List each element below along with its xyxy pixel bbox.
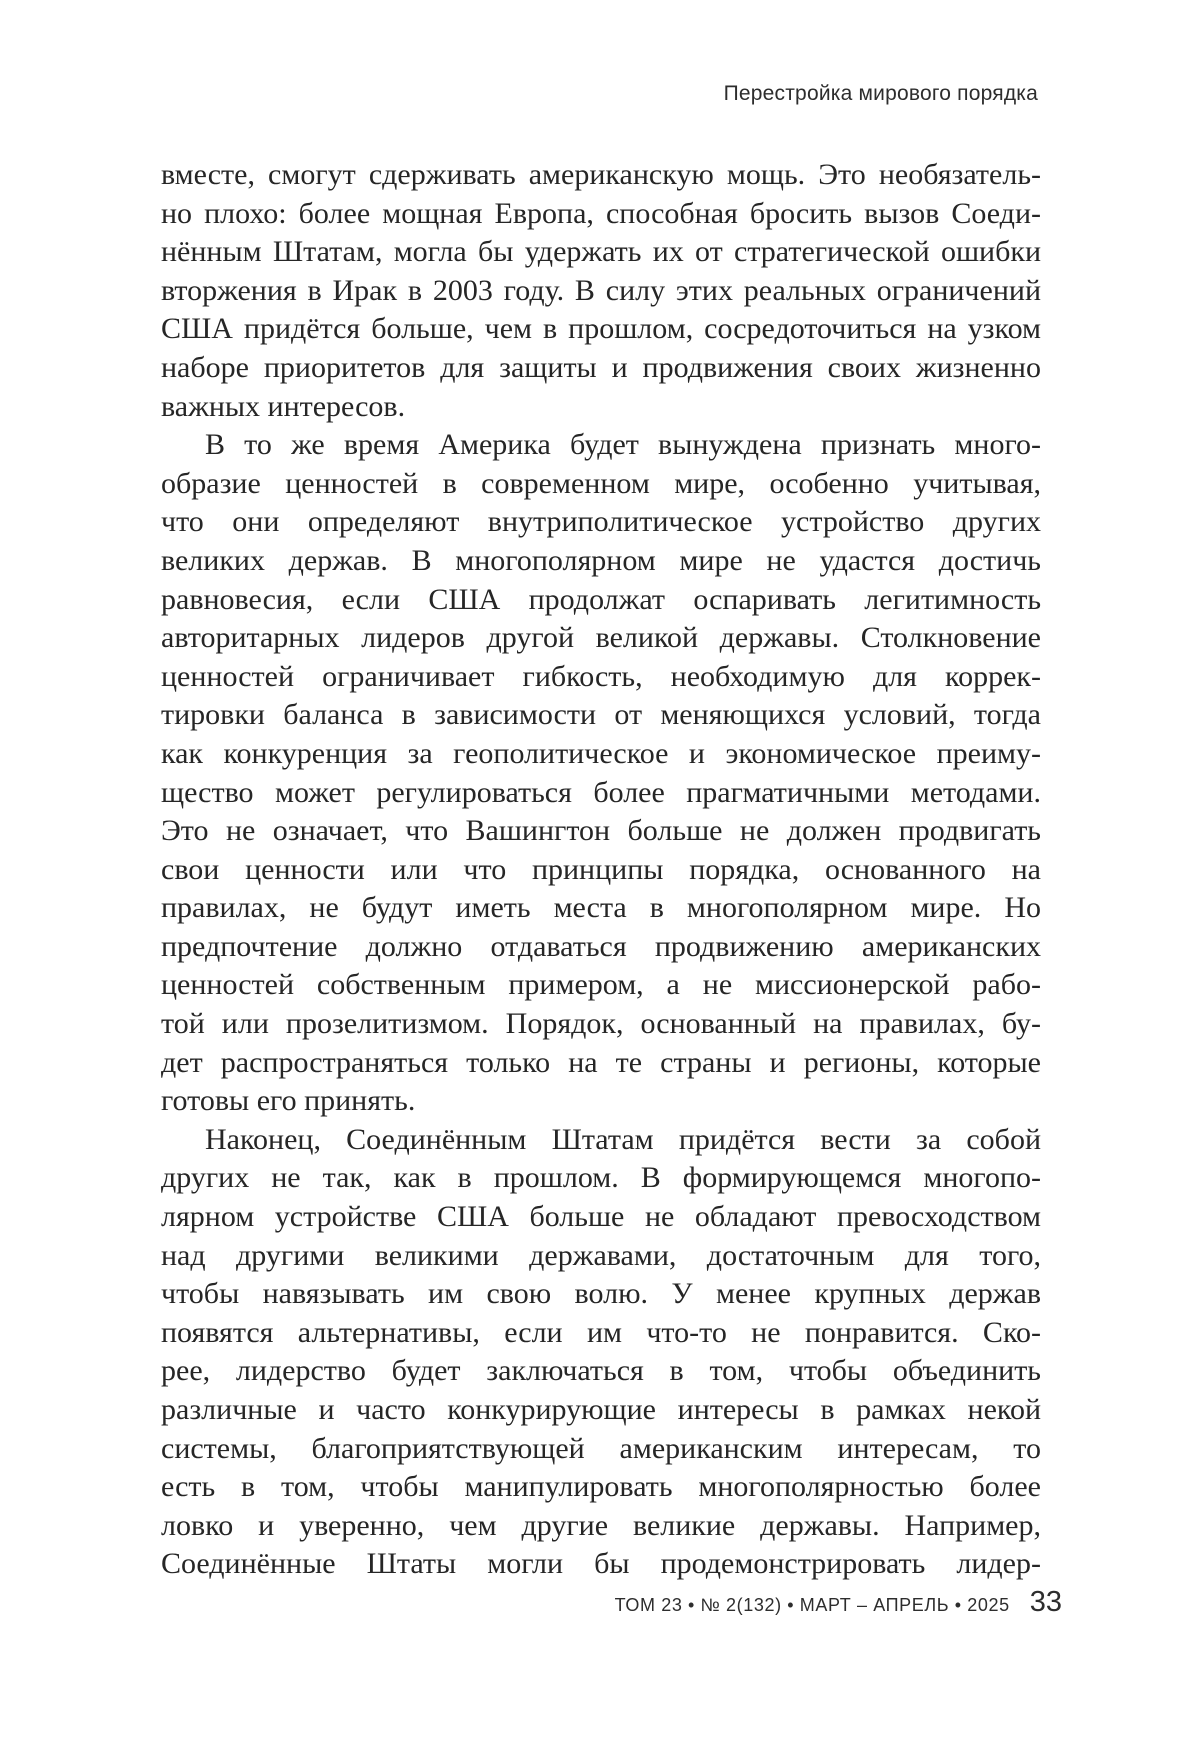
journal-issue-info: ТОМ 23 • № 2(132) • МАРТ – АПРЕЛЬ • 2025	[615, 1595, 1010, 1616]
text-line: ценностей ограничивает гибкость, необходимую для коррек-	[161, 658, 1041, 697]
text-line: системы, благоприятствующей американским интересам, то	[161, 1430, 1041, 1469]
text-line: чтобы навязывать им свою волю. У менее крупных держав	[161, 1275, 1041, 1314]
running-header-title: Перестройка мирового порядка	[724, 82, 1038, 106]
document-page	[0, 0, 1200, 1747]
text-line: но плохо: более мощная Европа, способная бросить вызов Соеди-	[161, 195, 1041, 234]
text-line: нённым Штатам, могла бы удержать их от стратегической ошибки	[161, 233, 1041, 272]
text-line: ценностей собственным примером, а не миссионерской рабо-	[161, 966, 1041, 1005]
text-line: вторжения в Ирак в 2003 году. В силу этих реальных ограничений	[161, 272, 1041, 311]
text-line: щество может регулироваться более прагматичными методами.	[161, 774, 1041, 813]
text-line: предпочтение должно отдаваться продвижению американских	[161, 928, 1041, 967]
text-line: свои ценности или что принципы порядка, основанного на	[161, 851, 1041, 890]
text-line: наборе приоритетов для защиты и продвижения своих жизненно	[161, 349, 1041, 388]
text-line: различные и часто конкурирующие интересы в рамках некой	[161, 1391, 1041, 1430]
text-line: есть в том, чтобы манипулировать многополярностью более	[161, 1468, 1041, 1507]
text-line: образие ценностей в современном мире, особенно учитывая,	[161, 465, 1041, 504]
text-line: В то же время Америка будет вынуждена признать много-	[161, 426, 1041, 465]
text-line: готовы его принять.	[161, 1082, 1041, 1121]
page-footer	[615, 1586, 1062, 1619]
text-line: авторитарных лидеров другой великой державы. Столкновение	[161, 619, 1041, 658]
text-line: правилах, не будут иметь места в многополярном мире. Но	[161, 889, 1041, 928]
text-line: лярном устройстве США больше не обладают превосходством	[161, 1198, 1041, 1237]
text-line: той или прозелитизмом. Порядок, основанный на правилах, бу-	[161, 1005, 1041, 1044]
text-line: Наконец, Соединённым Штатам придётся вести за собой	[161, 1121, 1041, 1160]
page-number: 33	[1030, 1586, 1062, 1619]
text-line: над другими великими державами, достаточным для того,	[161, 1237, 1041, 1276]
text-line: важных интересов.	[161, 388, 1041, 427]
body-text	[161, 156, 1041, 1584]
text-line: как конкуренция за геополитическое и экономическое преиму-	[161, 735, 1041, 774]
text-line: Соединённые Штаты могли бы продемонстрировать лидер-	[161, 1545, 1041, 1584]
text-line: Это не означает, что Вашингтон больше не должен продвигать	[161, 812, 1041, 851]
text-line: появятся альтернативы, если им что-то не понравится. Ско-	[161, 1314, 1041, 1353]
text-line: США придётся больше, чем в прошлом, сосредоточиться на узком	[161, 310, 1041, 349]
text-line: что они определяют внутриполитическое устройство других	[161, 503, 1041, 542]
text-line: рее, лидерство будет заключаться в том, чтобы объединить	[161, 1352, 1041, 1391]
text-line: других не так, как в прошлом. В формирующемся многопо-	[161, 1159, 1041, 1198]
text-line: тировки баланса в зависимости от меняющихся условий, тогда	[161, 696, 1041, 735]
text-line: дет распространяться только на те страны и регионы, которые	[161, 1044, 1041, 1083]
text-line: великих держав. В многополярном мире не удастся достичь	[161, 542, 1041, 581]
text-line: вместе, смогут сдерживать американскую мощь. Это необязатель-	[161, 156, 1041, 195]
text-line: ловко и уверенно, чем другие великие державы. Например,	[161, 1507, 1041, 1546]
text-line: равновесия, если США продолжат оспаривать легитимность	[161, 581, 1041, 620]
